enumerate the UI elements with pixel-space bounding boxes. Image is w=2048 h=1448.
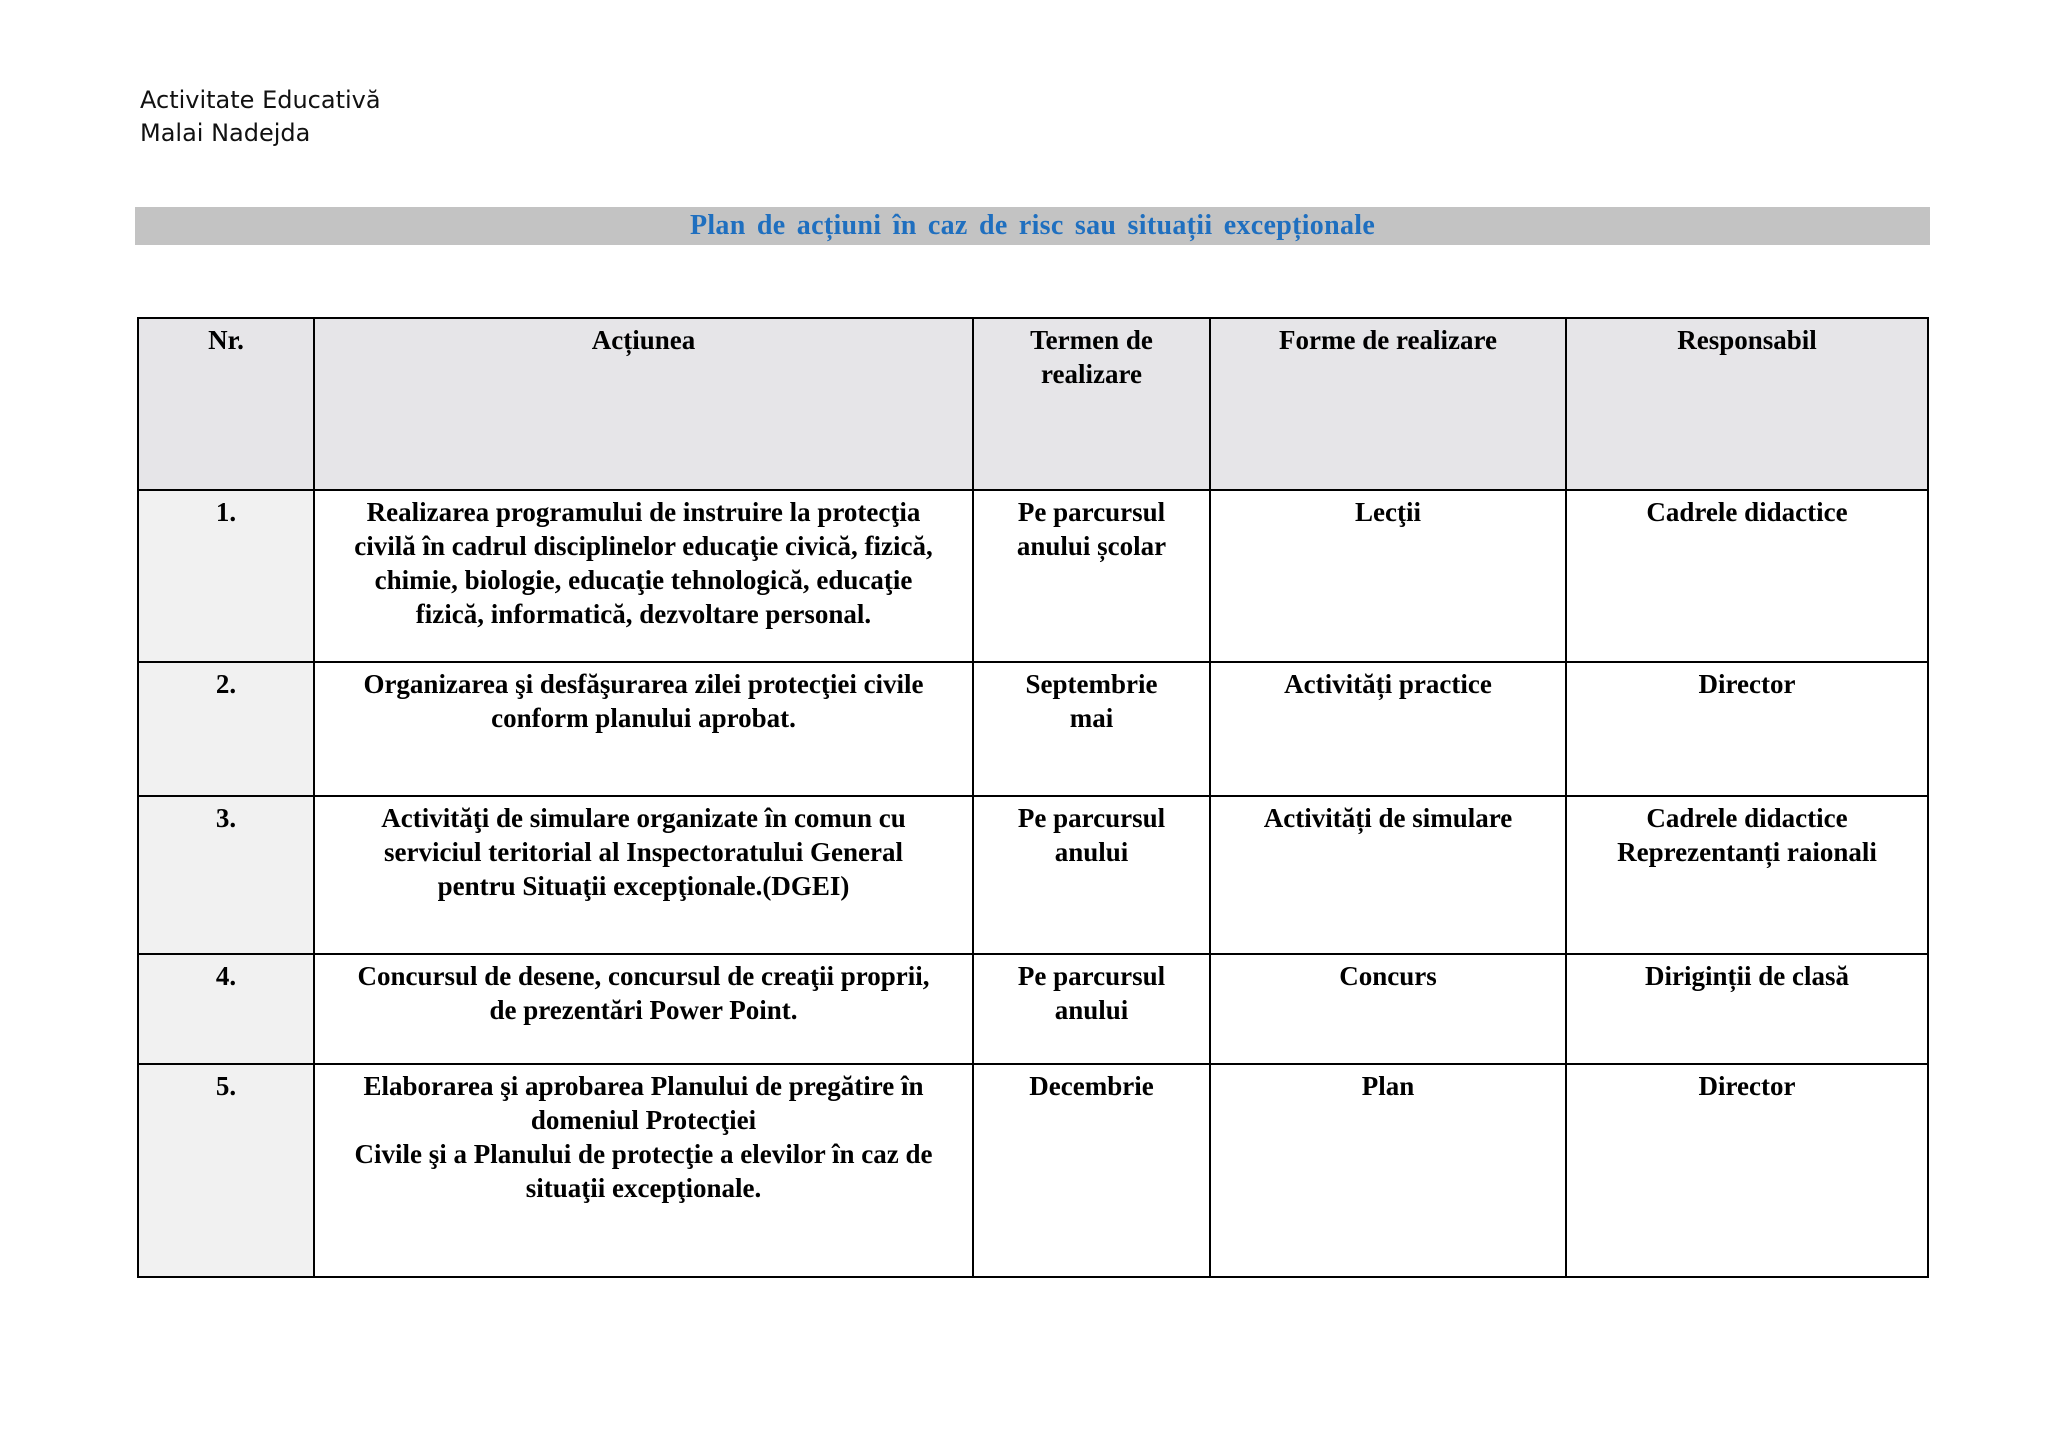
- table-header-row: [138, 318, 1928, 490]
- cell-line: Decembrie: [1029, 1071, 1154, 1101]
- cell-termen: [973, 490, 1210, 662]
- title-bar: [135, 207, 1930, 245]
- cell-line: Reprezentanți raionali: [1617, 837, 1877, 867]
- cell-forme: Plan: [1210, 1064, 1566, 1277]
- cell-line: chimie, biologie, educaţie tehnologică, educaţie: [374, 565, 913, 595]
- cell-termen: [973, 1064, 1210, 1277]
- cell-actiunea: [314, 796, 973, 954]
- cell-actiunea: [314, 1064, 973, 1277]
- cell-termen: [973, 796, 1210, 954]
- cell-line: Pe parcursul: [1017, 961, 1166, 991]
- column-header-termen-line: realizare: [1041, 359, 1142, 389]
- cell-line: Pe parcursul: [1017, 497, 1166, 527]
- table-row: [138, 490, 1928, 662]
- cell-actiunea: [314, 662, 973, 796]
- header-subject: Activitate Educativă: [140, 86, 381, 114]
- column-header-actiunea: Acțiunea: [314, 318, 973, 490]
- cell-actiunea: [314, 954, 973, 1064]
- cell-line: serviciul teritorial al Inspectoratului General: [384, 837, 903, 867]
- cell-forme: Activități de simulare: [1210, 796, 1566, 954]
- document-header: [140, 84, 381, 150]
- cell-line: Civile şi a Planului de protecţie a elevilor în caz de: [354, 1139, 933, 1169]
- cell-responsabil: [1566, 954, 1928, 1064]
- page-title: Plan de acțiuni în caz de risc sau situații excepționale: [689, 210, 1376, 241]
- cell-line: Cadrele didactice: [1646, 497, 1848, 527]
- cell-line: situaţii excepţionale.: [525, 1173, 762, 1203]
- cell-line: domeniul Protecţiei: [530, 1105, 757, 1135]
- cell-line: civilă în cadrul disciplinelor educaţie civică, fizică,: [354, 531, 933, 561]
- cell-nr: 4.: [138, 954, 314, 1064]
- cell-line: Elaborarea şi aprobarea Planului de pregătire în: [363, 1071, 924, 1101]
- cell-line: Concursul de desene, concursul de creaţii proprii,: [357, 961, 930, 991]
- cell-responsabil: [1566, 796, 1928, 954]
- cell-line: Diriginții de clasă: [1645, 961, 1849, 991]
- cell-responsabil: [1566, 662, 1928, 796]
- cell-line: Organizarea şi desfăşurarea zilei protecţiei civile: [363, 669, 924, 699]
- cell-responsabil: [1566, 490, 1928, 662]
- cell-line: Realizarea programului de instruire la protecţia: [366, 497, 921, 527]
- cell-responsabil: [1566, 1064, 1928, 1277]
- cell-line: Director: [1698, 1071, 1796, 1101]
- column-header-forme: Forme de realizare: [1210, 318, 1566, 490]
- cell-line: Director: [1698, 669, 1796, 699]
- column-header-responsabil: Responsabil: [1566, 318, 1928, 490]
- table-row: [138, 662, 1928, 796]
- cell-line: Activităţi de simulare organizate în comun cu: [381, 803, 906, 833]
- cell-line: anului școlar: [1016, 531, 1167, 561]
- header-author: Malai Nadejda: [140, 119, 311, 147]
- action-plan-table: [137, 317, 1929, 1278]
- table-row: [138, 1064, 1928, 1277]
- cell-line: conform planului aprobat.: [491, 703, 796, 733]
- table-row: [138, 796, 1928, 954]
- cell-line: de prezentări Power Point.: [489, 995, 798, 1025]
- cell-line: anului: [1054, 837, 1129, 867]
- cell-actiunea: [314, 490, 973, 662]
- cell-termen: [973, 954, 1210, 1064]
- cell-forme: Activități practice: [1210, 662, 1566, 796]
- column-header-termen: [973, 318, 1210, 490]
- cell-line: Cadrele didactice: [1646, 803, 1848, 833]
- cell-nr: 5.: [138, 1064, 314, 1277]
- cell-forme: Lecţii: [1210, 490, 1566, 662]
- cell-line: mai: [1069, 703, 1114, 733]
- cell-forme: Concurs: [1210, 954, 1566, 1064]
- cell-line: fizică, informatică, dezvoltare personal.: [415, 599, 872, 629]
- cell-line: anului: [1054, 995, 1129, 1025]
- table-row: [138, 954, 1928, 1064]
- cell-nr: 1.: [138, 490, 314, 662]
- cell-termen: [973, 662, 1210, 796]
- cell-line: Septembrie: [1025, 669, 1158, 699]
- column-header-termen-line: Termen de: [1030, 325, 1153, 355]
- cell-nr: 3.: [138, 796, 314, 954]
- cell-line: pentru Situaţii excepţionale.(DGEI): [437, 871, 850, 901]
- column-header-nr: Nr.: [138, 318, 314, 490]
- cell-line: Pe parcursul: [1017, 803, 1166, 833]
- cell-nr: 2.: [138, 662, 314, 796]
